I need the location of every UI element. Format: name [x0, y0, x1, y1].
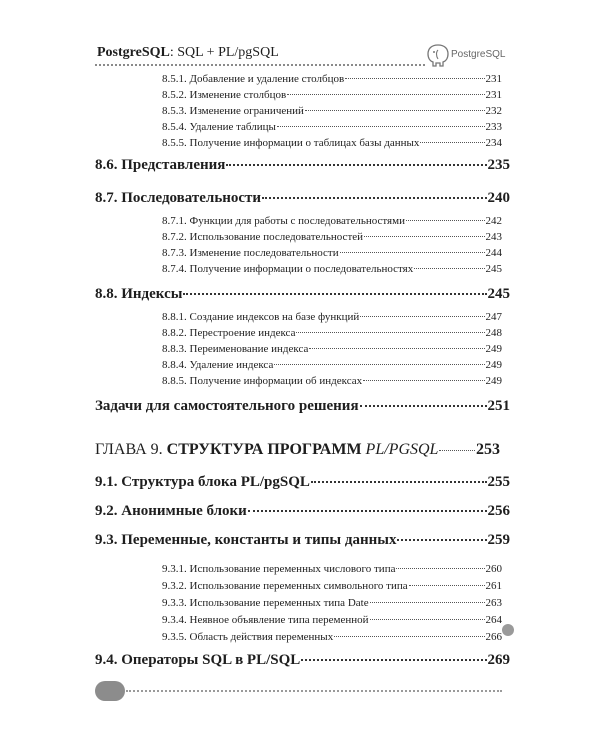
toc-section-9-2[interactable]: 9.2. Анонимные блоки 256: [95, 503, 510, 519]
toc-entry[interactable]: [162, 597, 502, 609]
toc-entry[interactable]: [162, 563, 502, 575]
toc-entry-label: 9.3.5. Область действия переменных: [162, 631, 334, 643]
toc-entry[interactable]: 8.8.1. Создание индексов на базе функций 247: [162, 311, 502, 323]
header-dotted-rule: [95, 64, 425, 66]
toc-entry-page: 260: [485, 563, 502, 575]
toc-entry[interactable]: 8.8.2. Перестроение индекса 248: [162, 327, 502, 339]
toc-section-8-8[interactable]: 8.8. Индексы 245: [95, 286, 510, 302]
toc-entry[interactable]: 8.5.5. Получение информации о таблицах базы данных 234: [162, 137, 502, 149]
leader-dots: [409, 585, 485, 586]
toc-section-9-3[interactable]: 9.3. Переменные, константы и типы данных 259: [95, 532, 510, 548]
leader-dots: [370, 619, 485, 620]
toc-entry[interactable]: 8.7.1. Функции для работы с последовательностями 242: [162, 215, 502, 227]
toc-entry-page: 263: [485, 597, 502, 609]
toc-section-page: 269: [487, 652, 510, 668]
toc-entry-page: 264: [485, 614, 502, 626]
toc-entry[interactable]: 8.7.4. Получение информации о последовательностях 245: [162, 263, 502, 275]
footer-dot-ornament: [502, 624, 514, 636]
running-header: [95, 42, 515, 68]
toc-entry-page: 266: [485, 631, 502, 643]
elephant-icon: [425, 42, 451, 68]
toc-entry[interactable]: 8.5.3. Изменение ограничений 232: [162, 105, 502, 117]
leader-dots: [370, 602, 485, 603]
leader-dots: [396, 568, 484, 569]
toc-entry-label: 9.3.1. Использование переменных числового типа: [162, 563, 396, 575]
toc-tasks[interactable]: Задачи для самостоятельного решения 251: [95, 398, 510, 414]
toc-entry[interactable]: 8.8.3. Переименование индекса 249: [162, 343, 502, 355]
header-title: PostgreSQL: SQL + PL/pgSQL: [97, 45, 279, 60]
footer-dotted-rule: [126, 690, 502, 692]
toc-entry[interactable]: 8.5.2. Изменение столбцов 231: [162, 89, 502, 101]
toc-entry[interactable]: 8.5.4. Удаление таблицы 233: [162, 121, 502, 133]
leader-dots: [301, 659, 486, 661]
toc-entry-label: 9.3.3. Использование переменных типа Date: [162, 597, 369, 609]
toc-entry-label: 9.3.4. Неявное объявление типа переменной: [162, 614, 369, 626]
page-number-badge: [95, 681, 125, 701]
toc-section-9-1[interactable]: 9.1. Структура блока PL/pgSQL 255: [95, 474, 510, 490]
toc-entry[interactable]: 8.7.2. Использование последовательностей 243: [162, 231, 502, 243]
toc-entry[interactable]: 8.8.4. Удаление индекса 249: [162, 359, 502, 371]
toc-entry[interactable]: [162, 614, 502, 626]
toc-section-label: 9.4. Операторы SQL в PL/SQL: [95, 652, 301, 668]
toc-section-8-6[interactable]: 8.6. Представления 235: [95, 157, 510, 173]
toc-chapter-9[interactable]: ГЛАВА 9. СТРУКТУРА ПРОГРАММ PL/PGSQL 253: [95, 441, 500, 458]
toc-entry[interactable]: 8.7.3. Изменение последовательности 244: [162, 247, 502, 259]
toc-entry-page: 261: [485, 580, 502, 592]
toc-section-8-7[interactable]: 8.7. Последовательности 240: [95, 190, 510, 206]
toc-entry[interactable]: [162, 580, 502, 592]
toc-entry[interactable]: 8.5.1. Добавление и удаление столбцов 231: [162, 73, 502, 85]
toc-section-9-4[interactable]: [95, 652, 510, 669]
toc-entry[interactable]: [162, 631, 502, 643]
postgresql-logo: PostgreSQL: [425, 42, 515, 68]
leader-dots: [334, 636, 484, 637]
toc-entry-label: 9.3.2. Использование переменных символьного типа: [162, 580, 408, 592]
toc-entry[interactable]: 8.8.5. Получение информации об индексах 249: [162, 375, 502, 387]
